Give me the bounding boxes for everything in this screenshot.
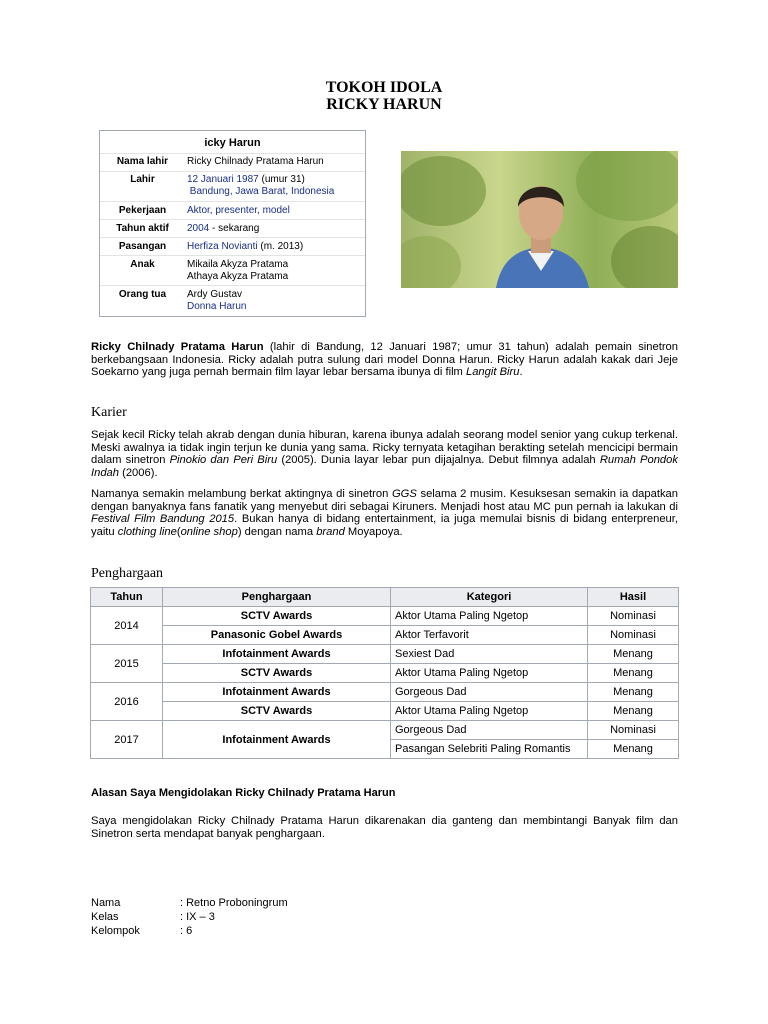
karier-text: (2005). Dunia layar lebar pun dijajalnya. Debut filmnya adalah [277, 454, 600, 467]
infobox-value [187, 174, 334, 198]
category-cell: Aktor Utama Paling Ngetop [391, 702, 588, 721]
page-title-line2: RICKY HARUN [326, 96, 442, 113]
infobox-divider [100, 219, 365, 220]
karier-text: (2006). [119, 466, 158, 479]
karier-italic: brand [316, 525, 345, 538]
age-text: (umur 31) [258, 174, 305, 185]
infobox-label: Pekerjaan [118, 205, 167, 216]
award-cell: SCTV Awards [163, 702, 391, 721]
result-cell: Menang [588, 740, 679, 759]
karier-paragraph-1 [91, 429, 678, 479]
result-cell: Nominasi [588, 607, 679, 626]
table-row [91, 645, 679, 664]
result-cell: Menang [588, 702, 679, 721]
infobox [99, 130, 366, 317]
birth-date-link[interactable]: 12 Januari 1987 [187, 174, 259, 185]
child-1: Mikaila Akyza Pratama [187, 259, 289, 270]
category-cell: Gorgeous Dad [391, 683, 588, 702]
karier-text: selama 2 musim. Kesuksesan semakin ia dapatkan dengan banyaknya fans fanatik yang menyebut diri sebagai Kiruners. Menjadi host atau MC pun pernah ia lakukan di [91, 488, 678, 513]
karier-text: Moyapoya. [344, 525, 403, 538]
year-cell: 2015 [91, 645, 163, 683]
karier-italic: online shop [180, 525, 238, 538]
marriage-year: (m. 2013) [257, 241, 304, 252]
infobox-label: Pasangan [118, 241, 167, 252]
category-cell: Aktor Utama Paling Ngetop [391, 664, 588, 683]
infobox-divider [100, 201, 365, 202]
result-cell: Menang [588, 645, 679, 664]
category-cell: Sexiest Dad [391, 645, 588, 664]
karier-italic: Festival Film Bandung 2015 [91, 513, 235, 526]
awards-header-row [91, 588, 679, 607]
karier-text: Namanya semakin melambung berkat aktingnya di sinetron [91, 488, 392, 500]
award-cell: Panasonic Gobel Awards [163, 626, 391, 645]
student-group-row [91, 924, 192, 938]
col-header-kategori: Kategori [391, 588, 588, 607]
heading-karier: Karier [91, 405, 127, 420]
student-key: Kelompok [91, 925, 140, 937]
student-key: Kelas [91, 911, 119, 923]
infobox-value: Ricky Chilnady Pratama Harun [187, 156, 324, 167]
table-row [91, 683, 679, 702]
page-title-line1: TOKOH IDOLA [325, 79, 443, 96]
intro-end: . [519, 366, 523, 379]
student-value: : IX – 3 [180, 911, 215, 923]
student-name-row [91, 896, 288, 910]
result-cell: Menang [588, 683, 679, 702]
award-cell: Infotainment Awards [163, 645, 391, 664]
child-2: Athaya Akyza Pratama [187, 271, 289, 282]
karier-italic: Rumah Pondok Indah [91, 454, 678, 479]
karier-text: ) dengan nama [237, 525, 317, 538]
infobox-value [187, 259, 288, 283]
intro-paragraph [91, 341, 678, 379]
active-suffix: - sekarang [209, 223, 260, 234]
karier-italic: Pinokio dan Peri Biru [169, 454, 278, 467]
infobox-value [187, 289, 246, 313]
infobox-heading: icky Harun [204, 137, 261, 149]
category-cell: Gorgeous Dad [391, 721, 588, 740]
spouse-link[interactable]: Herfiza Novianti [187, 241, 258, 252]
active-year-link[interactable]: 2004 [187, 223, 210, 234]
student-key: Nama [91, 897, 121, 909]
infobox-divider [100, 237, 365, 238]
karier-paragraph-2 [91, 488, 678, 538]
result-cell: Nominasi [588, 626, 679, 645]
infobox-divider [100, 153, 365, 154]
result-cell: Nominasi [588, 721, 679, 740]
intro-text: (lahir di Bandung, 12 Januari 1987; umur 31 tahun) adalah pemain sinetron berkebangsaan Indonesia. Ricky adalah putra sulung dari model Donna Harun. Ricky Harun adalah kakak dari Jeje Soekarno yang juga pernah bermain film layar lebar bersama ibunya di film [91, 341, 678, 379]
birthplace-link[interactable]: Bandung, Jawa Barat, Indonesia [189, 186, 335, 197]
intro-name: Ricky Chilnady Pratama Harun [91, 341, 264, 353]
awards-table [90, 587, 679, 759]
portrait-photo [401, 151, 678, 288]
table-row [91, 664, 679, 683]
infobox-value [187, 223, 259, 235]
karier-italic: GGS [391, 488, 417, 500]
table-row [91, 702, 679, 721]
infobox-label: Orang tua [118, 289, 167, 300]
award-cell: SCTV Awards [163, 607, 391, 626]
infobox-divider [100, 255, 365, 256]
infobox-value [187, 241, 303, 253]
col-header-tahun: Tahun [91, 588, 163, 607]
student-value: : 6 [180, 925, 193, 937]
infobox-label: Lahir [130, 174, 155, 185]
award-cell: SCTV Awards [163, 664, 391, 683]
infobox-label: Tahun aktif [116, 223, 169, 234]
category-cell: Aktor Terfavorit [391, 626, 588, 645]
heading-penghargaan: Penghargaan [91, 566, 164, 581]
occupation-link[interactable]: Aktor, presenter, model [187, 205, 290, 216]
table-row [91, 626, 679, 645]
infobox-divider [100, 285, 365, 286]
award-cell: Infotainment Awards [163, 721, 391, 759]
parent-father: Ardy Gustav [187, 289, 243, 300]
year-cell: 2017 [91, 721, 163, 759]
infobox-label: Nama lahir [116, 156, 169, 167]
year-cell: 2014 [91, 607, 163, 645]
karier-text: ( [176, 525, 181, 538]
parent-mother-link[interactable]: Donna Harun [187, 301, 247, 312]
award-cell: Infotainment Awards [163, 683, 391, 702]
col-header-hasil: Hasil [588, 588, 679, 607]
table-row [91, 607, 679, 626]
intro-film: Langit Biru [465, 366, 520, 379]
infobox-divider [100, 171, 365, 172]
result-cell: Menang [588, 664, 679, 683]
reason-paragraph: Saya mengidolakan Ricky Chilnady Pratama Harun dikarenakan dia ganteng dan membintangi Banyak film dan Sinetron serta mendapat banyak penghargaan. [91, 815, 678, 840]
category-cell: Aktor Utama Paling Ngetop [391, 607, 588, 626]
reason-heading: Alasan Saya Mengidolakan Ricky Chilnady Pratama Harun [91, 787, 396, 799]
student-class-row [91, 910, 215, 924]
karier-text: . Bukan hanya di bidang entertainment, ia juga memulai bisnis di bidang enterpreneur, yaitu [91, 513, 678, 538]
col-header-penghargaan: Penghargaan [163, 588, 391, 607]
year-cell: 2016 [91, 683, 163, 721]
student-value: : Retno Proboningrum [180, 897, 288, 909]
infobox-label: Anak [130, 259, 155, 270]
table-row [91, 721, 679, 740]
karier-text: Sejak kecil Ricky telah akrab dengan dunia hiburan, karena ibunya adalah seorang model senior yang cukup terkenal. Meski awalnya ia tidak ingin terjun ke dunia yang sama. Ricky ternyata ketagihan berakting setelah mencicipi bermain dalam sinetron [91, 429, 678, 467]
category-cell: Pasangan Selebriti Paling Romantis [391, 740, 588, 759]
karier-italic: clothing line [117, 525, 177, 538]
